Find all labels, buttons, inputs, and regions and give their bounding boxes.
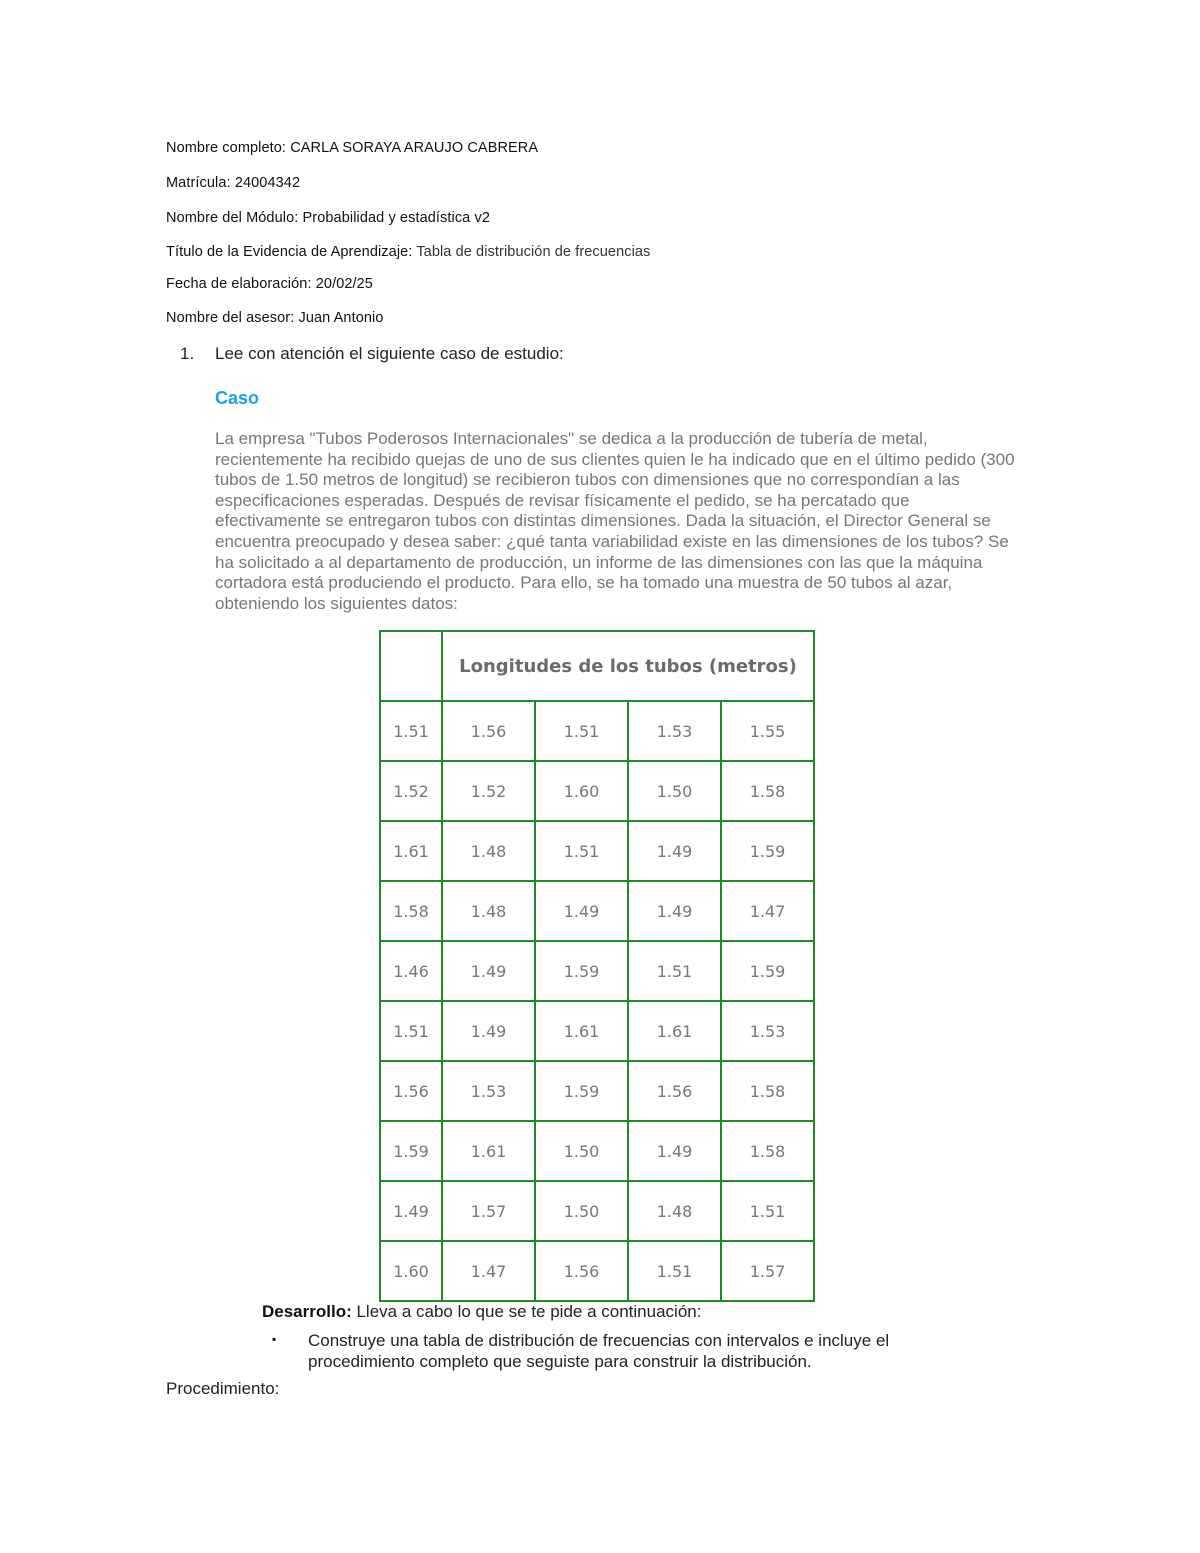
table-row	[380, 941, 814, 1001]
desarrollo-label: Desarrollo:	[262, 1302, 352, 1321]
table-cell: 1.49	[628, 821, 721, 881]
table-cell: 1.61	[380, 821, 442, 881]
square-bullet-icon: ▪	[272, 1332, 277, 1346]
table-body	[380, 701, 814, 1301]
titulo-value: Tabla de distribución de frecuencias	[416, 244, 651, 260]
table-cell: 1.50	[535, 1181, 628, 1241]
table-cell: 1.51	[380, 1001, 442, 1061]
table-cell: 1.49	[628, 1121, 721, 1181]
table-cell: 1.56	[628, 1061, 721, 1121]
table-cell: 1.56	[535, 1241, 628, 1301]
table-cell: 1.51	[721, 1181, 814, 1241]
table-cell: 1.48	[442, 881, 535, 941]
table-cell: 1.48	[442, 821, 535, 881]
table-cell: 1.60	[535, 761, 628, 821]
table-row	[380, 1181, 814, 1241]
procedimiento-label: Procedimiento:	[166, 1379, 280, 1398]
modulo-label: Nombre del Módulo:	[166, 210, 299, 226]
table-cell: 1.61	[628, 1001, 721, 1061]
table-cell: 1.61	[535, 1001, 628, 1061]
table-cell: 1.52	[380, 761, 442, 821]
table-cell: 1.55	[721, 701, 814, 761]
meta-fecha	[166, 276, 373, 292]
table-cell: 1.58	[721, 1061, 814, 1121]
table-cell: 1.59	[535, 941, 628, 1001]
table-cell: 1.59	[380, 1121, 442, 1181]
table-cell: 1.47	[442, 1241, 535, 1301]
meta-matricula	[166, 175, 300, 191]
table-cell: 1.59	[535, 1061, 628, 1121]
table-cell: 1.51	[380, 701, 442, 761]
table-cell: 1.46	[380, 941, 442, 1001]
matricula-value: 24004342	[234, 175, 301, 191]
table-cell: 1.56	[442, 701, 535, 761]
table-header: Longitudes de los tubos (metros)	[442, 631, 814, 701]
table-cell: 1.58	[721, 1121, 814, 1181]
table-row	[380, 1121, 814, 1181]
table-cell: 1.50	[628, 761, 721, 821]
modulo-value: Probabilidad y estadística v2	[302, 210, 490, 226]
table-cell: 1.49	[628, 881, 721, 941]
table-cell: 1.47	[721, 881, 814, 941]
table-cell: 1.51	[628, 1241, 721, 1301]
table-row	[380, 1241, 814, 1301]
table-cell: 1.49	[442, 941, 535, 1001]
list-number: 1.	[180, 344, 195, 363]
table-cell: 1.58	[380, 881, 442, 941]
table-cell: 1.49	[380, 1181, 442, 1241]
table-cell: 1.59	[721, 941, 814, 1001]
case-text: La empresa "Tubos Poderosos Internacionales" se dedica a la producción de tubería de metal, recientemente ha recibido quejas de uno de sus clientes quien le ha indicado que en el último pedido (300 tubos de 1.50 metros de longitud) se recibieron tubos con dimensiones que no correspondían a las especificaciones esperadas. Después de revisar físicamente el pedido, se ha percatado que efectivamente se entregaron tubos con distintas dimensiones. Dada la situación, el Director General se encuentra preocupado y desea saber: ¿qué tanta variabilidad existe en las dimensiones de los tubos? Se ha solicitado a al departamento de producción, un informe de las dimensiones con las que la máquina cortadora está produciendo el producto. Para ello, se ha tomado una muestra de 50 tubos al azar, obteniendo los siguientes datos:	[215, 429, 1015, 613]
asesor-label: Nombre del asesor:	[166, 310, 295, 326]
table-row	[380, 761, 814, 821]
table-cell: 1.59	[721, 821, 814, 881]
table-row	[380, 1001, 814, 1061]
desarrollo-line	[262, 1302, 701, 1322]
table-header-row	[380, 631, 814, 701]
meta-modulo	[166, 210, 490, 226]
table-cell: 1.50	[535, 1121, 628, 1181]
fecha-value: 20/02/25	[315, 276, 373, 292]
bullet-text: Construye una tabla de distribución de frecuencias con intervalos e incluye el procedimiento completo que seguiste para construir la distribución.	[308, 1331, 890, 1371]
titulo-label: Título de la Evidencia de Aprendizaje:	[166, 244, 413, 260]
table-cell: 1.49	[442, 1001, 535, 1061]
desarrollo-text: Lleva a cabo lo que se te pide a continuación:	[351, 1302, 702, 1321]
table-cell: 1.52	[442, 761, 535, 821]
table-row	[380, 1061, 814, 1121]
table-cell: 1.53	[721, 1001, 814, 1061]
table-cell: 1.51	[628, 941, 721, 1001]
table-cell: 1.51	[535, 701, 628, 761]
table-cell: 1.49	[535, 881, 628, 941]
meta-titulo	[166, 244, 650, 260]
table-cell: 1.56	[380, 1061, 442, 1121]
table-cell: 1.61	[442, 1121, 535, 1181]
table-cell: 1.57	[442, 1181, 535, 1241]
case-title: Caso	[215, 388, 260, 408]
table-cell: 1.51	[535, 821, 628, 881]
table-cell: 1.57	[721, 1241, 814, 1301]
meta-nombre	[166, 140, 538, 156]
asesor-value: Juan Antonio	[298, 310, 384, 326]
table-cell: 1.53	[442, 1061, 535, 1121]
table-cell: 1.53	[628, 701, 721, 761]
table-row	[380, 881, 814, 941]
nombre-value: CARLA SORAYA ARAUJO CABRERA	[290, 140, 539, 156]
instruction-text: Lee con atención el siguiente caso de estudio:	[215, 344, 564, 363]
table-cell: 1.58	[721, 761, 814, 821]
matricula-label: Matrícula:	[166, 175, 231, 191]
nombre-label: Nombre completo:	[166, 140, 287, 156]
meta-asesor	[166, 310, 384, 326]
table-cell: 1.48	[628, 1181, 721, 1241]
table-row	[380, 701, 814, 761]
table-row	[380, 821, 814, 881]
table-header-empty	[380, 631, 442, 701]
fecha-label: Fecha de elaboración:	[166, 276, 312, 292]
table-cell: 1.60	[380, 1241, 442, 1301]
tube-lengths-table	[379, 630, 815, 1302]
